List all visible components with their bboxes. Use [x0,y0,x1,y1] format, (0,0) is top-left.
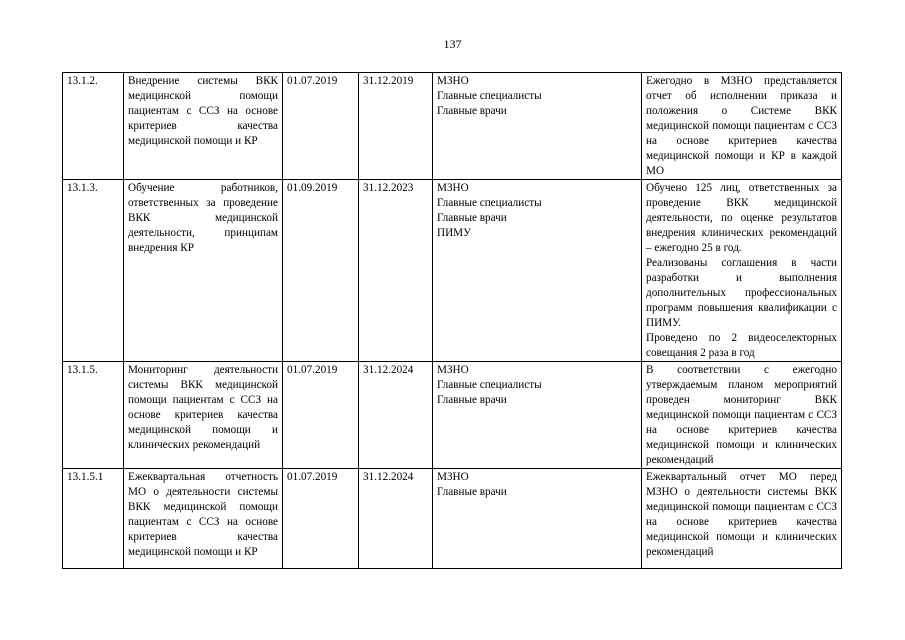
end-date: 31.12.2019 [359,73,433,180]
responsible-item: МЗНО [437,182,469,194]
result-paragraph: Ежегодно в МЗНО представляется отчет об исполнении приказа и положения о Системе ВКК медицинской помощи пациентам с ССЗ на основе критериев качества медицинской помощи и КР в каждой МО [646,75,837,177]
measure-code: 13.1.5.1 [63,469,124,569]
measures-table [62,72,842,569]
measure-task: Обучение работников, ответственных за проведение ВКК медицинской деятельности, принципам внедрения КР [124,180,283,362]
page-number: 137 [443,37,462,51]
responsible-cell [433,180,642,362]
measure-task: Внедрение системы ВКК медицинской помощи пациентам с ССЗ на основе критериев качества медицинской помощи и КР [124,73,283,180]
responsible-item: Главные специалисты [437,197,542,209]
measure-task: Мониторинг деятельности системы ВКК медицинской помощи пациентам с ССЗ на основе критериев качества медицинской помощи и клинических рекомендаций [124,362,283,469]
measure-code: 13.1.5. [63,362,124,469]
table-row [63,180,842,362]
result-cell [642,469,842,569]
responsible-item: Главные врачи [437,486,507,498]
result-cell [642,73,842,180]
responsible-item: Главные врачи [437,212,507,224]
result-paragraph: Реализованы соглашения в части разработки и выполнения дополнительных профессиональных программ повышения квалификации с ПИМУ. [646,257,837,329]
result-paragraph: Обучено 125 лиц, ответственных за проведение ВКК медицинской деятельности, по оценке результатов внедрения клинических рекомендаций – ежегодно 25 в год. [646,182,837,254]
result-paragraph: В соответствии с ежегодно утверждаемым планом мероприятий проведен мониторинг ВКК медицинской помощи пациентам с ССЗ на основе критериев качества медицинской помощи и клинических рекомендаций [646,364,837,466]
responsible-cell [433,362,642,469]
responsible-cell [433,469,642,569]
measure-code: 13.1.2. [63,73,124,180]
responsible-item: МЗНО [437,471,469,483]
responsible-item: Главные врачи [437,394,507,406]
start-date: 01.07.2019 [283,362,359,469]
table-row [63,73,842,180]
responsible-cell [433,73,642,180]
responsible-item: Главные врачи [437,105,507,117]
result-cell [642,180,842,362]
result-paragraph: Проведено по 2 видеоселекторных совещания 2 раза в год [646,332,837,359]
end-date: 31.12.2023 [359,180,433,362]
responsible-item: Главные специалисты [437,379,542,391]
measure-code: 13.1.3. [63,180,124,362]
measure-task: Ежеквартальная отчетность МО о деятельности системы ВКК медицинской помощи пациентам с ССЗ на основе критериев качества медицинской помощи и КР [124,469,283,569]
start-date: 01.07.2019 [283,73,359,180]
end-date: 31.12.2024 [359,469,433,569]
responsible-item: ПИМУ [437,227,472,239]
table-row [63,362,842,469]
start-date: 01.07.2019 [283,469,359,569]
start-date: 01.09.2019 [283,180,359,362]
result-paragraph: Ежеквартальный отчет МО перед МЗНО о деятельности системы ВКК медицинской помощи пациентам с ССЗ на основе критериев качества медицинской помощи и клинических рекомендаций [646,471,837,558]
responsible-item: МЗНО [437,364,469,376]
responsible-item: Главные специалисты [437,90,542,102]
responsible-item: МЗНО [437,75,469,87]
table-row [63,469,842,569]
end-date: 31.12.2024 [359,362,433,469]
result-cell [642,362,842,469]
